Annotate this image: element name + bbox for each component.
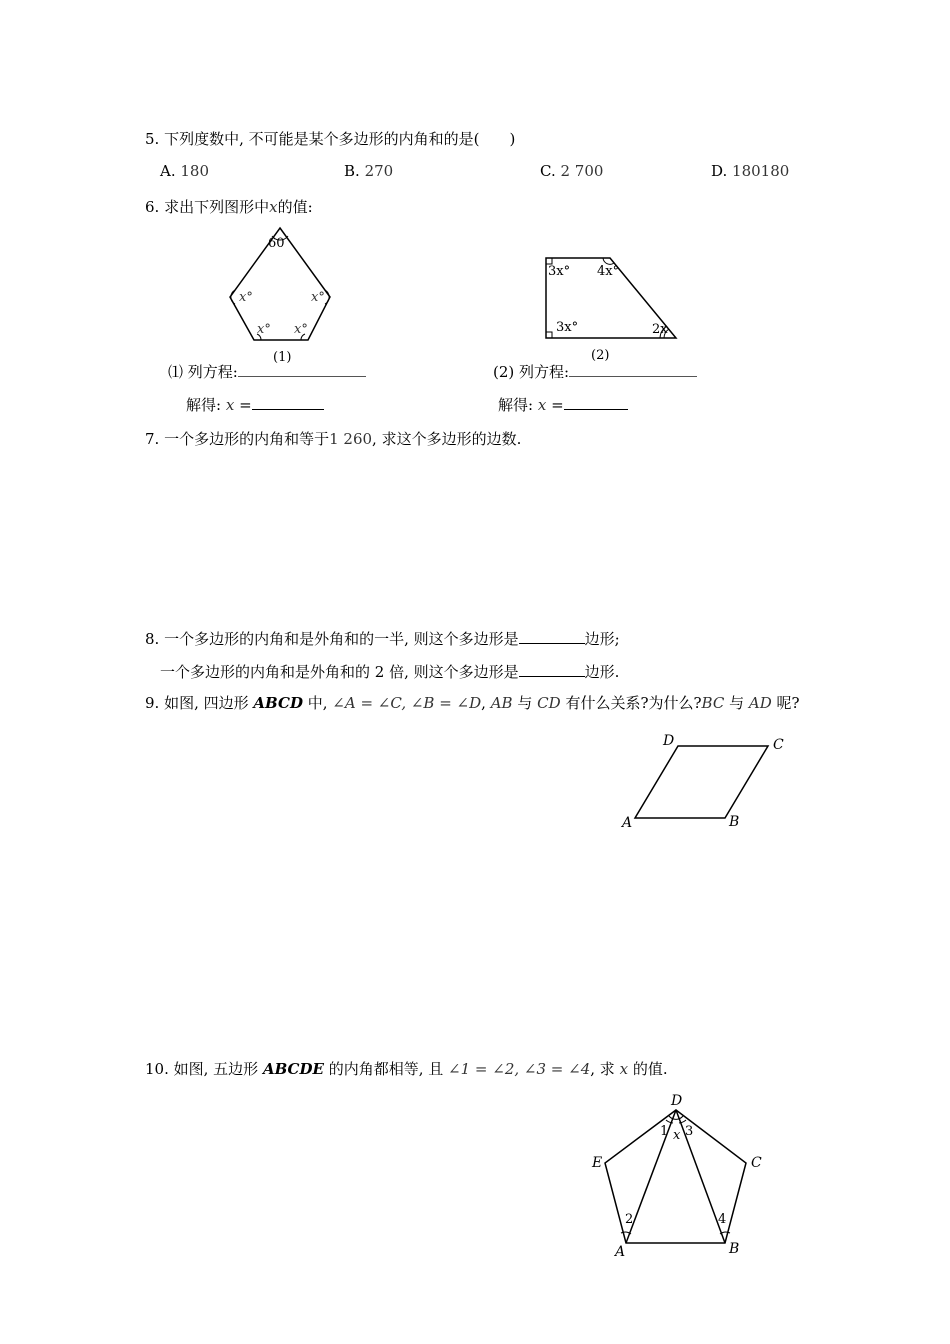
fig1-caption: (1) <box>273 350 292 365</box>
q5-option-a: A. 180 <box>160 162 210 180</box>
q10-stem: 10. 如图, 五边形 ABCDE 的内角都相等, 且 ∠1 = ∠2, ∠3 = ∠4, 求 x 的值. <box>145 1060 668 1078</box>
q10-angle-2: 2 <box>625 1212 634 1227</box>
q6-part2-equation-blank[interactable] <box>569 362 697 377</box>
q10-angle-x: x <box>673 1128 681 1143</box>
q9-stem: 9. 如图, 四边形 ABCD 中, ∠A = ∠C, ∠B = ∠D, AB 与 CD 有什么关系?为什么?BC 与 AD 呢? <box>145 694 800 712</box>
q10-label-b: B <box>729 1241 740 1257</box>
q6-part1-equation-blank[interactable] <box>238 362 366 377</box>
q6-part2-answer-blank[interactable] <box>564 395 628 410</box>
q10-label-a: A <box>615 1244 626 1260</box>
q10-figure <box>590 1100 770 1260</box>
q5-option-d: D. 180180 <box>711 162 790 180</box>
q10-label-e: E <box>592 1155 603 1171</box>
q9-label-c: C <box>773 737 784 753</box>
q10-label-c: C <box>751 1155 762 1171</box>
q9-label-b: B <box>729 814 740 830</box>
parallelogram-outline <box>635 746 768 818</box>
fig1-left-label: x° <box>239 290 253 305</box>
q8-line-1: 8. 一个多边形的内角和是外角和的一半, 则这个多边形是 边形; <box>145 630 620 648</box>
q8-line-2: 一个多边形的内角和是外角和的 2 倍, 则这个多边形是 边形. <box>160 663 620 681</box>
q10-angle-4: 4 <box>718 1212 727 1227</box>
q6-part2-equation: (2) 列方程: <box>493 361 697 382</box>
fig2-top-right-label: 4x° <box>597 264 620 279</box>
fig2-bottom-left-label: 3x° <box>556 320 579 335</box>
q5-stem: 5. 下列度数中, 不可能是某个多边形的内角和的是( ) <box>145 130 516 148</box>
fig1-bottom-right-label: x° <box>294 322 308 337</box>
q6-stem: 6. 求出下列图形中x的值: <box>145 198 313 216</box>
q10-label-d: D <box>671 1093 683 1109</box>
q9-label-a: A <box>622 815 633 831</box>
fig2-bottom-right-label: 2x <box>652 322 668 337</box>
fig1-top-label: 60 <box>268 236 285 251</box>
q9-label-d: D <box>663 733 675 749</box>
fig2-top-left-label: 3x° <box>548 264 571 279</box>
q6-part1-equation: ⑴ 列方程: <box>168 361 366 382</box>
q8-blank-2[interactable] <box>519 662 585 677</box>
q5-option-c: C. 2 700 <box>540 162 604 180</box>
q6-part1-answer-blank[interactable] <box>252 395 324 410</box>
fig2-caption: (2) <box>591 348 610 363</box>
q7-stem: 7. 一个多边形的内角和等于1 260, 求这个多边形的边数. <box>145 430 522 448</box>
q6-part2-solve: 解得: x = <box>498 394 628 415</box>
q6-part1-solve: 解得: x = <box>186 394 324 415</box>
diagonal-da <box>626 1110 676 1243</box>
fig1-bottom-left-label: x° <box>257 322 271 337</box>
q8-blank-1[interactable] <box>519 629 585 644</box>
q5-option-b: B. 270 <box>344 162 394 180</box>
fig1-right-label: x° <box>311 290 325 305</box>
q10-angle-3: 3 <box>685 1124 694 1139</box>
q10-angle-1: 1 <box>660 1124 669 1139</box>
